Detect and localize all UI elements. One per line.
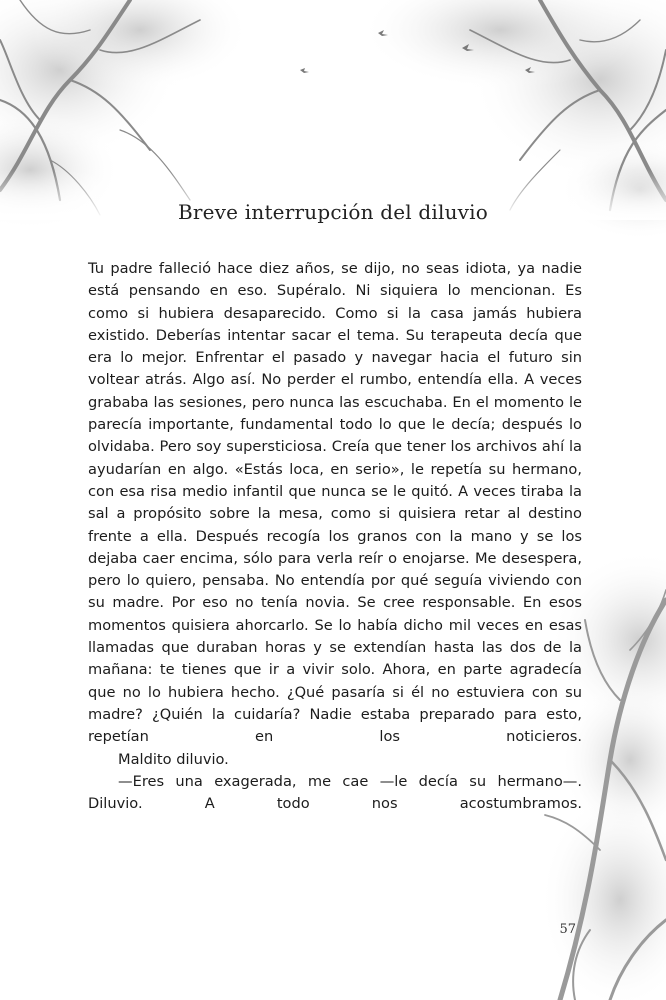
chapter-title: Breve interrupción del diluvio [177, 200, 489, 224]
paragraph: —Eres una exagerada, me cae —le decía su hermano—. Diluvio. A todo nos acostumbramos. [88, 772, 582, 813]
paragraph: Maldito diluvio. [118, 750, 229, 768]
paragraph: Tu padre falleció hace diez años, se dijo, no seas idiota, ya nadie está pensando en eso. Supéralo. Ni siquiera lo mencionan. Es como si hubiera desaparecido. Como si la casa jamás hubiera existido. Deberías intentar sacar el tema. Su terapeuta decía que era lo mejor. Enfrentar el pasado y navegar hacia el futuro sin voltear atrás. Algo así. No perder el rumbo, entendía ella. A veces grababa las sesiones, pero nunca las escuchaba. En el momento le parecía importante, fundamental todo lo que le decía; después lo olvidaba. Pero soy supersticiosa. Creía que tener los archivos ahí la ayudarían en algo. «Estás loca, en serio», le repetía su hermano, con esa risa medio infantil que nunca se le quitó. A veces tiraba la sal a propósito sobre la mesa, como si quisiera retar al destino frente a ella. Después recogía los granos con la mano y se los dejaba caer encima, sólo para verla reír o enojarse. Me desespera, pero lo quiero, pensaba. No entendía por qué seguía viviendo con su madre. Por eso no tenía novia. Se cree responsable. En esos momentos quisiera ahorcarlo. Se lo había dicho mil veces en esas llamadas que duraban horas y se extendían hasta las dos de la mañana: te tienes que ir a vivir solo. Ahora, en parte agradecía que no lo hubiera hecho. ¿Qué pasaría si él no estuviera con su madre? ¿Quién la cuidaría? Nadie estaba preparado para esto, repetían en los noticieros. [88, 260, 582, 746]
page-number: 57 [559, 922, 576, 937]
body-text [88, 258, 582, 815]
